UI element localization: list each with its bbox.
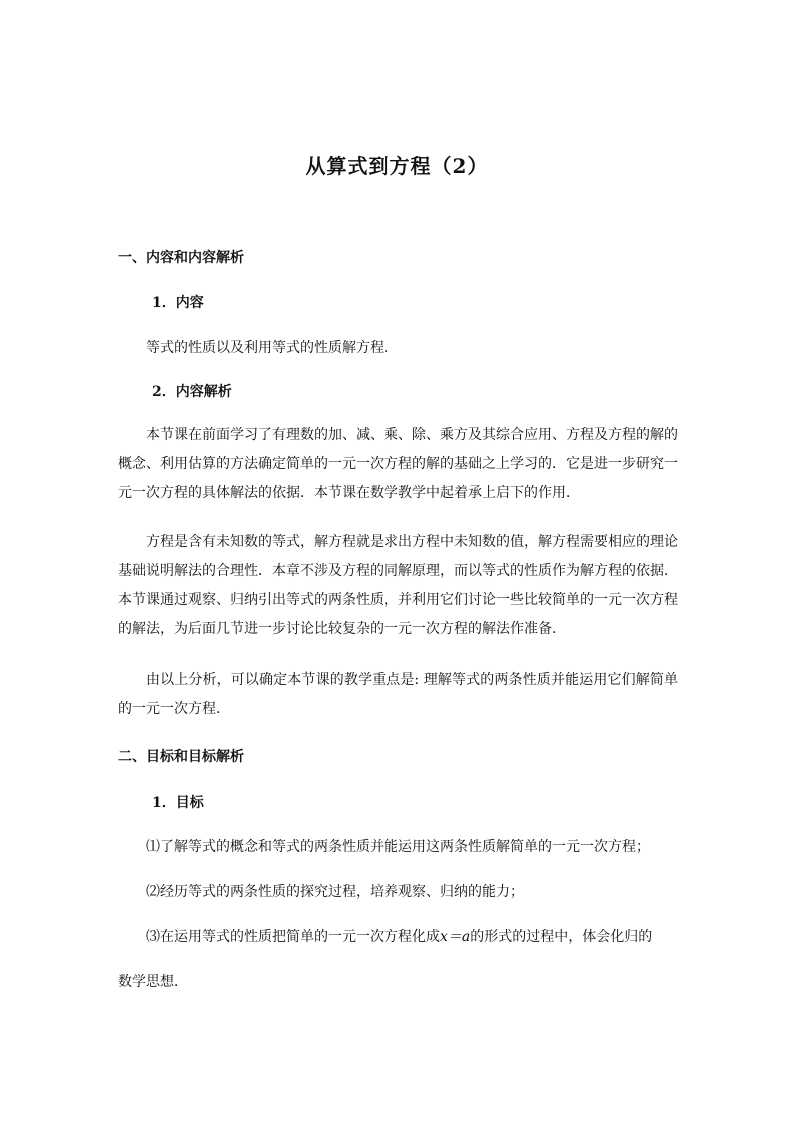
goal-item-3-continuation: 数学思想．: [118, 974, 188, 990]
goal-item-3: [146, 926, 652, 946]
subheading-content-analysis: 2．内容解析: [152, 384, 232, 400]
goal-item-1: ⑴了解等式的概念和等式的两条性质并能运用这两条性质解简单的一元一次方程；: [146, 839, 650, 855]
content-text: 等式的性质以及利用等式的性质解方程．: [146, 340, 398, 356]
goal-item-3-prefix: ⑶在运用等式的性质把简单的一元一次方程化成: [146, 929, 440, 945]
goal-item-2: ⑵经历等式的两条性质的探究过程，培养观察、归纳的能力；: [146, 884, 524, 900]
analysis-paragraph-3: 由以上分析，可以确定本节课的教学重点是: 理解等式的两条性质并能运用它们解简单的一元一次方程．: [118, 672, 678, 717]
section-heading-goals: 二、目标和目标解析: [118, 749, 244, 765]
analysis-paragraph-2: 方程是含有未知数的等式，解方程就是求出方程中未知数的值，解方程需要相应的理论基础说明解法的合理性．本章不涉及方程的同解原理，而以等式的性质作为解方程的依据．本节课通过观察、归纳引出等式的两条性质，并利用它们讨论一些比较简单的一元一次方程的解法，为后面几节进一步讨论比较复杂的一元一次方程的解法作准备．: [118, 534, 678, 637]
analysis-paragraph-1: 本节课在前面学习了有理数的加、减、乘、除、乘方及其综合应用、方程及方程的解的概念、利用估算的方法确定简单的一元一次方程的解的基础之上学习的．它是进一步研究一元一次方程的具体解法的依据．本节课在数学教学中起着承上启下的作用．: [118, 427, 678, 501]
section-heading-content: 一、内容和内容解析: [118, 250, 244, 266]
page-title: 从算式到方程（2）: [305, 154, 489, 178]
goal-item-3-formula: x＝a: [440, 929, 471, 945]
subheading-goals: 1．目标: [152, 795, 204, 811]
subheading-content: 1．内容: [152, 295, 204, 311]
goal-item-3-suffix: 的形式的过程中，体会化归的: [470, 929, 653, 945]
